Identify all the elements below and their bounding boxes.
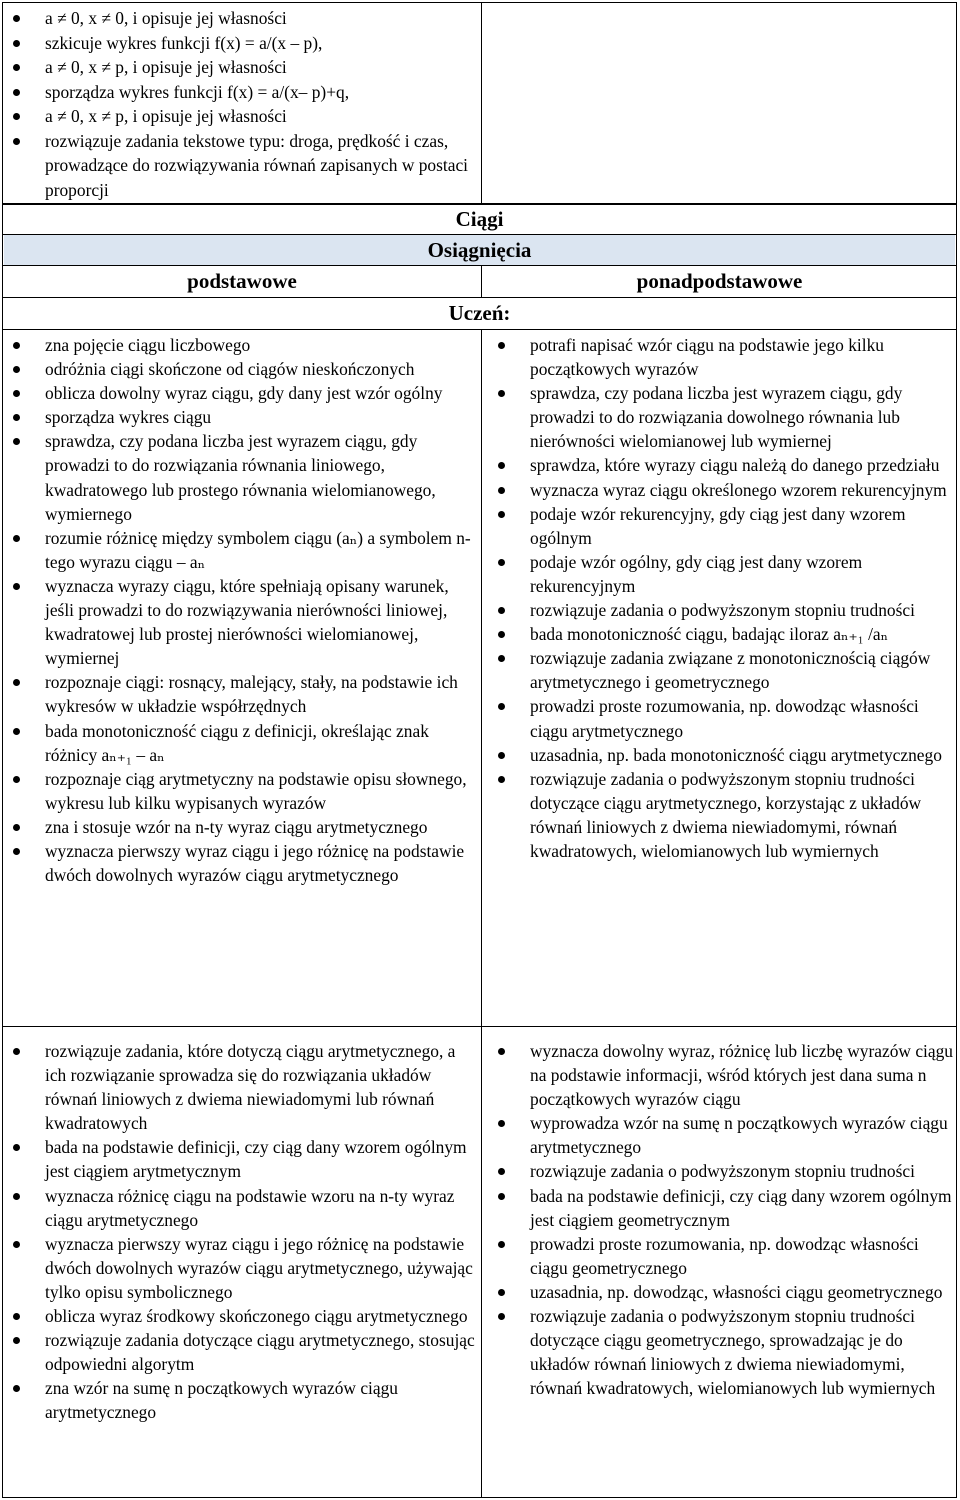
list-item [2, 357, 480, 381]
bullet-icon [13, 679, 20, 686]
list-item-text: prowadzi proste rozumowania, np. dowodząc własności ciągu arytmetycznego [530, 696, 919, 741]
bullet-icon [13, 15, 20, 22]
list-item [482, 1304, 957, 1400]
bullet-icon [13, 366, 20, 373]
top-left-cell [2, 6, 480, 202]
bullet-icon [13, 89, 20, 96]
bullet-icon [13, 1241, 20, 1248]
bullet-icon [498, 776, 505, 783]
list-item-text: sprawdza, czy podana liczba jest wyrazem ciągu, gdy prowadzi to do rozwiązania równania liniowego, kwadratowego lub prostego równania wielomianowego, wymiernego [45, 431, 436, 524]
list-item-text: sprawdza, czy podana liczba jest wyrazem ciągu, gdy prowadzi to do rozwiązania dowolnego równania lub nierówności wielomianowej lub wymiernej [530, 383, 903, 452]
list-item-text: a ≠ 0, x ≠ p, i opisuje jej własności [45, 106, 287, 126]
bullet-icon [498, 1193, 505, 1200]
list-item [2, 1232, 480, 1304]
list-item-text: zna wzór na sumę n początkowych wyrazów ciągu arytmetycznego [45, 1378, 398, 1423]
border-body-top [2, 329, 957, 330]
list-item-text: rozwiązuje zadania o podwyższonym stopniu trudności [530, 600, 915, 621]
list-item-text: wyznacza dowolny wyraz, różnicę lub liczbę wyrazów ciągu na podstawie informacji, wśród których jest dana suma n początkowych wyrazów ciągu [530, 1041, 953, 1110]
list-item-text: bada na podstawie definicji, czy ciąg dany wzorem ogólnym jest ciągiem geometrycznym [530, 1185, 952, 1230]
list-item-text: rozwiązuje zadania tekstowe typu: droga, prędkość i czas, prowadzące do rozwiązywania równań zapisanych w postaci proporcji [45, 130, 468, 200]
bullet-icon [13, 1193, 20, 1200]
bullet-icon [498, 487, 505, 494]
list-item [482, 478, 957, 502]
list-item-text: sprawdza, które wyrazy ciągu należą do danego przedziału [530, 455, 940, 476]
border-left [2, 2, 3, 1498]
border-student-top [2, 297, 957, 298]
list-item-text: rozwiązuje zadania związane z monotonicznością ciągów arytmetycznego i geometrycznego [530, 648, 931, 693]
bullet-icon [498, 1313, 505, 1320]
list-item-text: bada na podstawie definicji, czy ciąg dany wzorem ogólnym jest ciągiem arytmetycznym [45, 1137, 467, 1182]
top-left-list [2, 6, 480, 202]
bullet-icon [13, 1313, 20, 1320]
border-levels-top [2, 265, 957, 266]
bullet-icon [498, 1168, 505, 1175]
list-item-text: bada monotoniczność ciągu, badając iloraz aₙ₊₁ /aₙ [530, 624, 889, 645]
list-item [2, 815, 480, 839]
border-top-mid [481, 2, 482, 204]
list-item [482, 622, 957, 646]
list-item-text: sporządza wykres funkcji f(x) = a/(x– p)+q, [45, 81, 350, 102]
list-item-text: rozwiązuje zadania o podwyższonym stopniu trudności dotyczące ciągu geometrycznego, sprowadzając je do układów równań liniowych z dwiema niewiadomymi, równań kwadratowych, wielomianowych lub wymiernych [530, 1306, 936, 1399]
list-item [2, 429, 480, 525]
border-subtitle-top [2, 234, 957, 235]
list-item-text: potrafi napisać wzór ciągu na podstawie jego kilku początkowych wyrazów [530, 335, 884, 380]
list-item [482, 333, 957, 381]
list-item-text: zna pojęcie ciągu liczbowego [45, 335, 251, 355]
list-item-text: odróżnia ciągi skończone od ciągów nieskończonych [45, 359, 415, 380]
bullet-icon [13, 342, 20, 349]
bullet-icon [13, 64, 20, 71]
bullet-icon [498, 462, 505, 469]
list-item [482, 598, 957, 622]
list-item-text: podaje wzór ogólny, gdy ciąg jest dany wzorem rekurencyjnym [530, 551, 863, 596]
section-title: Ciągi [455, 207, 504, 231]
bullet-icon [498, 342, 505, 349]
list-item-text: rozwiązuje zadania, które dotyczą ciągu arytmetycznego, a ich rozwiązanie sprowadza się do rozwiązania układów równań liniowych z dwiema niewiadomymi lub równań kwadratowych [45, 1041, 456, 1134]
bullet-icon [498, 511, 505, 518]
list-item [2, 333, 480, 357]
border-header-top [2, 203, 957, 205]
border-block2-top [2, 1026, 957, 1027]
list-item [2, 6, 480, 31]
list-item-text: wyznacza pierwszy wyraz ciągu i jego różnicę na podstawie dwóch dowolnych wyrazów ciągu arytmetycznego [45, 840, 465, 886]
list-item [482, 1111, 957, 1159]
student-label: Uczeń: [448, 301, 511, 325]
list-item [2, 31, 480, 56]
list-item [482, 767, 957, 863]
list-item-text: wyznacza pierwszy wyraz ciągu i jego różnicę na podstawie dwóch dowolnych wyrazów ciągu arytmetycznego, używając tylko opisu symbolicznego [45, 1233, 473, 1302]
list-item [2, 381, 480, 405]
section-subtitle: Osiągnięcia [4, 235, 955, 265]
border-right [956, 2, 957, 1498]
block2-basic-list [2, 1039, 480, 1425]
list-item-text: prowadzi proste rozumowania, np. dowodząc własności ciągu geometrycznego [530, 1233, 919, 1278]
bullet-icon [498, 1289, 505, 1296]
block1-advanced-cell [482, 333, 957, 863]
bullet-icon [13, 824, 20, 831]
block2-advanced-list [482, 1039, 957, 1400]
bullet-icon [498, 1048, 505, 1055]
list-item-text: zna i stosuje wzór na n-ty wyraz ciągu arytmetycznego [45, 816, 428, 837]
list-item-text: wyznacza wyraz ciągu określonego wzorem rekurencyjnym [530, 479, 947, 500]
block2-basic-cell [2, 1039, 480, 1425]
list-item [2, 80, 480, 105]
list-item [482, 1184, 957, 1232]
list-item-text: a ≠ 0, x ≠ 0, i opisuje jej własności [45, 8, 287, 28]
list-item [2, 129, 480, 203]
list-item [482, 1159, 957, 1183]
bullet-icon [13, 583, 20, 590]
list-item-text: rozwiązuje zadania o podwyższonym stopniu trudności [530, 1161, 915, 1182]
border-body-mid [481, 329, 482, 1498]
block1-basic-cell [2, 333, 480, 887]
border-bottom [2, 1497, 957, 1498]
list-item [482, 1232, 957, 1280]
list-item-text: sporządza wykres ciągu [45, 407, 212, 428]
basic-level-label: podstawowe [187, 269, 297, 293]
list-item [2, 1328, 480, 1376]
block2-advanced-cell [482, 1039, 957, 1400]
list-item [2, 55, 480, 80]
list-item [2, 1376, 480, 1424]
list-item-text: wyznacza wyrazy ciągu, które spełniają opisany warunek, jeśli prowadzi to do rozwiązywania nierówności liniowej, kwadratowej lub prostej nierówności wielomianowej, wymiernej [45, 575, 449, 669]
list-item-text: rozumie różnicę między symbolem ciągu (aₙ) a symbolem n-tego wyrazu ciągu – aₙ [45, 527, 471, 572]
list-item [2, 839, 480, 887]
bullet-icon [13, 1385, 20, 1392]
bullet-icon [13, 535, 20, 542]
bullet-icon [498, 752, 505, 759]
list-item [482, 694, 957, 742]
advanced-level-label: ponadpodstawowe [636, 269, 803, 293]
list-item-text: rozpoznaje ciągi: rosnący, malejący, stały, na podstawie ich wykresów w układzie współrzędnych [45, 672, 458, 717]
list-item [2, 405, 480, 429]
list-item-text: wyprowadza wzór na sumę n początkowych wyrazów ciągu arytmetycznego [530, 1113, 948, 1158]
bullet-icon [498, 1241, 505, 1248]
list-item-text: wyznacza różnicę ciągu na podstawie wzoru na n-ty wyraz ciągu arytmetycznego [45, 1185, 455, 1230]
block1-advanced-list [482, 333, 957, 863]
bullet-icon [13, 138, 20, 145]
list-item-text: szkicuje wykres funkcji f(x) = a/(x – p), [45, 32, 323, 53]
list-item [482, 502, 957, 550]
list-item [2, 1184, 480, 1232]
list-item [482, 646, 957, 694]
list-item-text: bada monotoniczność ciągu z definicji, określając znak różnicy aₙ₊₁ – aₙ [45, 720, 429, 765]
border-levels-mid [481, 265, 482, 297]
bullet-icon [13, 728, 20, 735]
bullet-icon [13, 1048, 20, 1055]
list-item [482, 381, 957, 453]
bullet-icon [498, 631, 505, 638]
list-item-text: a ≠ 0, x ≠ p, i opisuje jej własności [45, 57, 287, 77]
bullet-icon [13, 40, 20, 47]
list-item [482, 550, 957, 598]
list-item [2, 104, 480, 129]
bullet-icon [498, 390, 505, 397]
list-item [2, 1135, 480, 1183]
bullet-icon [13, 1144, 20, 1151]
list-item-text: uzasadnia, np. bada monotoniczność ciągu arytmetycznego [530, 744, 942, 765]
bullet-icon [498, 559, 505, 566]
list-item-text: oblicza dowolny wyraz ciągu, gdy dany jest wzór ogólny [45, 383, 443, 404]
list-item [482, 1039, 957, 1111]
list-item [482, 453, 957, 477]
list-item [2, 1304, 480, 1328]
list-item-text: rozwiązuje zadania o podwyższonym stopniu trudności dotyczące ciągu arytmetycznego, korzystając z układów równań liniowych z dwiema niewiadomymi, równań kwadratowych, wielomianowych lub wymiernych [530, 768, 922, 861]
list-item-text: rozwiązuje zadania dotyczące ciągu arytmetycznego, stosując odpowiedni algorytm [45, 1330, 475, 1375]
list-item [2, 719, 480, 767]
bullet-icon [498, 607, 505, 614]
bullet-icon [13, 390, 20, 397]
list-item-text: oblicza wyraz środkowy skończonego ciągu arytmetycznego [45, 1306, 468, 1327]
list-item-text: podaje wzór rekurencyjny, gdy ciąg jest dany wzorem ogólnym [530, 503, 906, 548]
bullet-icon [13, 438, 20, 445]
bullet-icon [498, 703, 505, 710]
list-item [2, 574, 480, 670]
bullet-icon [498, 655, 505, 662]
block1-basic-list [2, 333, 480, 887]
list-item [2, 767, 480, 815]
list-item [2, 526, 480, 574]
bullet-icon [13, 1337, 20, 1344]
list-item [2, 1039, 480, 1135]
list-item-text: uzasadnia, np. dowodząc, własności ciągu geometrycznego [530, 1281, 943, 1302]
list-item [2, 670, 480, 718]
bullet-icon [498, 1120, 505, 1127]
bullet-icon [13, 414, 20, 421]
bullet-icon [13, 848, 20, 855]
bullet-icon [13, 776, 20, 783]
curriculum-table [2, 2, 957, 1498]
list-item [482, 1280, 957, 1304]
border-top [2, 2, 957, 3]
list-item [482, 743, 957, 767]
list-item-text: rozpoznaje ciąg arytmetyczny na podstawie opisu słownego, wykresu lub kilku wypisanych wyrazów [45, 768, 467, 813]
bullet-icon [13, 113, 20, 120]
